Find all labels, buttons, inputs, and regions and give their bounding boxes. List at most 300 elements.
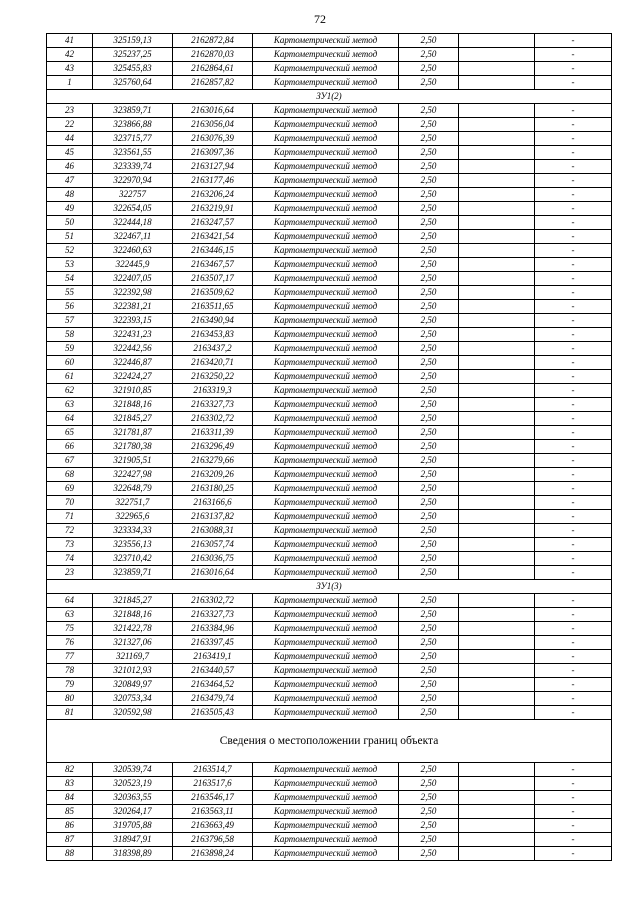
table-row (47, 650, 612, 664)
section-row (47, 580, 612, 594)
accuracy-cell: 2,50 (399, 819, 459, 833)
extra-cell (459, 202, 535, 216)
accuracy-cell: 2,50 (399, 118, 459, 132)
x-coordinate-cell: 320592,98 (93, 706, 173, 720)
y-coordinate-cell: 2163420,71 (173, 356, 253, 370)
method-cell: Картометрический метод (253, 847, 399, 861)
table-row (47, 286, 612, 300)
point-number-cell: 62 (47, 384, 93, 398)
method-cell: Картометрический метод (253, 286, 399, 300)
y-coordinate-cell: 2163279,66 (173, 454, 253, 468)
x-coordinate-cell: 320539,74 (93, 763, 173, 777)
table-row (47, 244, 612, 258)
extra-cell (459, 286, 535, 300)
method-cell: Картометрический метод (253, 468, 399, 482)
method-cell: Картометрический метод (253, 819, 399, 833)
accuracy-cell: 2,50 (399, 48, 459, 62)
y-coordinate-cell: 2163509,62 (173, 286, 253, 300)
description-cell: - (535, 847, 612, 861)
accuracy-cell: 2,50 (399, 608, 459, 622)
point-number-cell: 83 (47, 777, 93, 791)
description-cell: - (535, 174, 612, 188)
table-row (47, 524, 612, 538)
point-number-cell: 64 (47, 594, 93, 608)
table-row (47, 356, 612, 370)
table-row (47, 833, 612, 847)
y-coordinate-cell: 2163663,49 (173, 819, 253, 833)
x-coordinate-cell: 320264,17 (93, 805, 173, 819)
x-coordinate-cell: 323710,42 (93, 552, 173, 566)
y-coordinate-cell: 2163219,91 (173, 202, 253, 216)
point-number-cell: 85 (47, 805, 93, 819)
description-cell: - (535, 496, 612, 510)
description-cell: - (535, 805, 612, 819)
y-coordinate-cell: 2163247,57 (173, 216, 253, 230)
extra-cell (459, 847, 535, 861)
table-row (47, 496, 612, 510)
point-number-cell: 41 (47, 34, 93, 48)
accuracy-cell: 2,50 (399, 216, 459, 230)
y-coordinate-cell: 2163437,2 (173, 342, 253, 356)
accuracy-cell: 2,50 (399, 664, 459, 678)
method-cell: Картометрический метод (253, 342, 399, 356)
accuracy-cell: 2,50 (399, 202, 459, 216)
extra-cell (459, 678, 535, 692)
y-coordinate-cell: 2163097,36 (173, 146, 253, 160)
table-row (47, 216, 612, 230)
method-cell: Картометрический метод (253, 370, 399, 384)
x-coordinate-cell: 321012,93 (93, 664, 173, 678)
description-cell: - (535, 230, 612, 244)
table-row (47, 34, 612, 48)
extra-cell (459, 244, 535, 258)
table-row (47, 342, 612, 356)
point-number-cell: 69 (47, 482, 93, 496)
description-cell: - (535, 833, 612, 847)
accuracy-cell: 2,50 (399, 104, 459, 118)
table-row (47, 706, 612, 720)
point-number-cell: 80 (47, 692, 93, 706)
method-cell: Картометрический метод (253, 188, 399, 202)
point-number-cell: 74 (47, 552, 93, 566)
accuracy-cell: 2,50 (399, 356, 459, 370)
point-number-cell: 58 (47, 328, 93, 342)
extra-cell (459, 552, 535, 566)
y-coordinate-cell: 2163517,6 (173, 777, 253, 791)
point-number-cell: 50 (47, 216, 93, 230)
x-coordinate-cell: 321845,27 (93, 412, 173, 426)
description-cell: - (535, 286, 612, 300)
y-coordinate-cell: 2163296,49 (173, 440, 253, 454)
accuracy-cell: 2,50 (399, 188, 459, 202)
method-cell: Картометрический метод (253, 552, 399, 566)
table-row (47, 440, 612, 454)
page-number: 72 (314, 12, 326, 26)
table-row (47, 622, 612, 636)
y-coordinate-cell: 2163209,26 (173, 468, 253, 482)
method-cell: Картометрический метод (253, 777, 399, 791)
accuracy-cell: 2,50 (399, 300, 459, 314)
y-coordinate-cell: 2163206,24 (173, 188, 253, 202)
extra-cell (459, 426, 535, 440)
table-row (47, 777, 612, 791)
extra-cell (459, 524, 535, 538)
method-cell: Картометрический метод (253, 636, 399, 650)
x-coordinate-cell: 320523,19 (93, 777, 173, 791)
method-cell: Картометрический метод (253, 160, 399, 174)
point-number-cell: 70 (47, 496, 93, 510)
extra-cell (459, 791, 535, 805)
point-number-cell: 60 (47, 356, 93, 370)
point-number-cell: 53 (47, 258, 93, 272)
description-cell: - (535, 454, 612, 468)
table-row (47, 412, 612, 426)
table-row (47, 62, 612, 76)
point-number-cell: 23 (47, 566, 93, 580)
description-cell: - (535, 188, 612, 202)
y-coordinate-cell: 2162872,84 (173, 34, 253, 48)
table-row (47, 552, 612, 566)
x-coordinate-cell: 320363,55 (93, 791, 173, 805)
x-coordinate-cell: 325237,25 (93, 48, 173, 62)
description-cell: - (535, 468, 612, 482)
extra-cell (459, 272, 535, 286)
extra-cell (459, 412, 535, 426)
description-cell: - (535, 146, 612, 160)
method-cell: Картометрический метод (253, 146, 399, 160)
y-coordinate-cell: 2162864,61 (173, 62, 253, 76)
x-coordinate-cell: 323339,74 (93, 160, 173, 174)
x-coordinate-cell: 322467,11 (93, 230, 173, 244)
table-row (47, 300, 612, 314)
description-cell: - (535, 706, 612, 720)
coordinates-table (46, 33, 612, 861)
description-cell: - (535, 552, 612, 566)
point-number-cell: 65 (47, 426, 93, 440)
extra-cell (459, 48, 535, 62)
extra-cell (459, 650, 535, 664)
y-coordinate-cell: 2163302,72 (173, 594, 253, 608)
description-cell: - (535, 160, 612, 174)
method-cell: Картометрический метод (253, 510, 399, 524)
accuracy-cell: 2,50 (399, 847, 459, 861)
y-coordinate-cell: 2163180,25 (173, 482, 253, 496)
description-cell: - (535, 202, 612, 216)
extra-cell (459, 132, 535, 146)
y-coordinate-cell: 2163446,15 (173, 244, 253, 258)
table-row (47, 594, 612, 608)
table-row (47, 664, 612, 678)
point-number-cell: 52 (47, 244, 93, 258)
method-cell: Картометрический метод (253, 356, 399, 370)
accuracy-cell: 2,50 (399, 398, 459, 412)
point-number-cell: 54 (47, 272, 93, 286)
method-cell: Картометрический метод (253, 482, 399, 496)
x-coordinate-cell: 322393,15 (93, 314, 173, 328)
point-number-cell: 1 (47, 76, 93, 90)
extra-cell (459, 496, 535, 510)
point-number-cell: 81 (47, 706, 93, 720)
y-coordinate-cell: 2163016,64 (173, 104, 253, 118)
x-coordinate-cell: 322381,21 (93, 300, 173, 314)
y-coordinate-cell: 2163514,7 (173, 763, 253, 777)
extra-cell (459, 622, 535, 636)
method-cell: Картометрический метод (253, 566, 399, 580)
x-coordinate-cell: 325760,64 (93, 76, 173, 90)
point-number-cell: 63 (47, 608, 93, 622)
x-coordinate-cell: 321845,27 (93, 594, 173, 608)
description-cell: - (535, 791, 612, 805)
heading-row (47, 720, 612, 763)
method-cell: Картометрический метод (253, 454, 399, 468)
accuracy-cell: 2,50 (399, 524, 459, 538)
extra-cell (459, 594, 535, 608)
table-row (47, 272, 612, 286)
y-coordinate-cell: 2163507,17 (173, 272, 253, 286)
accuracy-cell: 2,50 (399, 258, 459, 272)
description-cell: - (535, 566, 612, 580)
accuracy-cell: 2,50 (399, 692, 459, 706)
table-row (47, 160, 612, 174)
point-number-cell: 49 (47, 202, 93, 216)
x-coordinate-cell: 323556,13 (93, 538, 173, 552)
accuracy-cell: 2,50 (399, 566, 459, 580)
x-coordinate-cell: 323859,71 (93, 566, 173, 580)
point-number-cell: 46 (47, 160, 93, 174)
table-row (47, 566, 612, 580)
method-cell: Картометрический метод (253, 496, 399, 510)
extra-cell (459, 706, 535, 720)
description-cell: - (535, 763, 612, 777)
table-row (47, 608, 612, 622)
extra-cell (459, 174, 535, 188)
extra-cell (459, 314, 535, 328)
accuracy-cell: 2,50 (399, 412, 459, 426)
method-cell: Картометрический метод (253, 272, 399, 286)
x-coordinate-cell: 325159,13 (93, 34, 173, 48)
x-coordinate-cell: 321848,16 (93, 398, 173, 412)
y-coordinate-cell: 2163016,64 (173, 566, 253, 580)
description-cell: - (535, 538, 612, 552)
point-number-cell: 51 (47, 230, 93, 244)
point-number-cell: 47 (47, 174, 93, 188)
description-cell: - (535, 244, 612, 258)
x-coordinate-cell: 319705,88 (93, 819, 173, 833)
extra-cell (459, 763, 535, 777)
x-coordinate-cell: 322431,23 (93, 328, 173, 342)
description-cell: - (535, 48, 612, 62)
extra-cell (459, 104, 535, 118)
table-row (47, 48, 612, 62)
y-coordinate-cell: 2163137,82 (173, 510, 253, 524)
extra-cell (459, 692, 535, 706)
point-number-cell: 42 (47, 48, 93, 62)
description-cell: - (535, 76, 612, 90)
section-row (47, 90, 612, 104)
extra-cell (459, 34, 535, 48)
description-cell: - (535, 384, 612, 398)
point-number-cell: 72 (47, 524, 93, 538)
description-cell: - (535, 482, 612, 496)
point-number-cell: 71 (47, 510, 93, 524)
table-row (47, 426, 612, 440)
x-coordinate-cell: 318398,89 (93, 847, 173, 861)
accuracy-cell: 2,50 (399, 805, 459, 819)
x-coordinate-cell: 322970,94 (93, 174, 173, 188)
method-cell: Картометрический метод (253, 62, 399, 76)
description-cell: - (535, 314, 612, 328)
description-cell: - (535, 342, 612, 356)
y-coordinate-cell: 2163479,74 (173, 692, 253, 706)
table-row (47, 328, 612, 342)
point-number-cell: 43 (47, 62, 93, 76)
x-coordinate-cell: 321780,38 (93, 440, 173, 454)
point-number-cell: 55 (47, 286, 93, 300)
description-cell: - (535, 650, 612, 664)
y-coordinate-cell: 2163088,31 (173, 524, 253, 538)
accuracy-cell: 2,50 (399, 678, 459, 692)
x-coordinate-cell: 322446,87 (93, 356, 173, 370)
accuracy-cell: 2,50 (399, 132, 459, 146)
x-coordinate-cell: 322965,6 (93, 510, 173, 524)
table-row (47, 819, 612, 833)
accuracy-cell: 2,50 (399, 510, 459, 524)
method-cell: Картометрический метод (253, 664, 399, 678)
extra-cell (459, 356, 535, 370)
extra-cell (459, 805, 535, 819)
accuracy-cell: 2,50 (399, 706, 459, 720)
extra-cell (459, 188, 535, 202)
description-cell: - (535, 664, 612, 678)
x-coordinate-cell: 322445,9 (93, 258, 173, 272)
method-cell: Картометрический метод (253, 763, 399, 777)
x-coordinate-cell: 323859,71 (93, 104, 173, 118)
table-row (47, 188, 612, 202)
table-row (47, 678, 612, 692)
point-number-cell: 56 (47, 300, 93, 314)
y-coordinate-cell: 2163127,94 (173, 160, 253, 174)
accuracy-cell: 2,50 (399, 791, 459, 805)
description-cell: - (535, 636, 612, 650)
point-number-cell: 79 (47, 678, 93, 692)
table-row (47, 104, 612, 118)
y-coordinate-cell: 2163319,3 (173, 384, 253, 398)
point-number-cell: 86 (47, 819, 93, 833)
accuracy-cell: 2,50 (399, 636, 459, 650)
description-cell: - (535, 62, 612, 76)
method-cell: Картометрический метод (253, 440, 399, 454)
description-cell: - (535, 819, 612, 833)
extra-cell (459, 636, 535, 650)
x-coordinate-cell: 322460,63 (93, 244, 173, 258)
point-number-cell: 48 (47, 188, 93, 202)
table-row (47, 791, 612, 805)
extra-cell (459, 384, 535, 398)
accuracy-cell: 2,50 (399, 370, 459, 384)
x-coordinate-cell: 321327,06 (93, 636, 173, 650)
extra-cell (459, 328, 535, 342)
method-cell: Картометрический метод (253, 594, 399, 608)
accuracy-cell: 2,50 (399, 426, 459, 440)
extra-cell (459, 833, 535, 847)
section-heading: Сведения о местоположении границ объекта (47, 720, 612, 763)
x-coordinate-cell: 322442,56 (93, 342, 173, 356)
method-cell: Картометрический метод (253, 34, 399, 48)
extra-cell (459, 342, 535, 356)
x-coordinate-cell: 318947,91 (93, 833, 173, 847)
method-cell: Картометрический метод (253, 426, 399, 440)
method-cell: Картометрический метод (253, 132, 399, 146)
method-cell: Картометрический метод (253, 833, 399, 847)
x-coordinate-cell: 323334,33 (93, 524, 173, 538)
table-row (47, 258, 612, 272)
section-title: ЗУ1(2) (47, 90, 612, 104)
extra-cell (459, 300, 535, 314)
accuracy-cell: 2,50 (399, 496, 459, 510)
accuracy-cell: 2,50 (399, 146, 459, 160)
y-coordinate-cell: 2163311,39 (173, 426, 253, 440)
description-cell: - (535, 692, 612, 706)
table-row (47, 202, 612, 216)
section-title: ЗУ1(3) (47, 580, 612, 594)
y-coordinate-cell: 2163250,22 (173, 370, 253, 384)
description-cell: - (535, 608, 612, 622)
accuracy-cell: 2,50 (399, 622, 459, 636)
extra-cell (459, 777, 535, 791)
accuracy-cell: 2,50 (399, 314, 459, 328)
x-coordinate-cell: 322424,27 (93, 370, 173, 384)
y-coordinate-cell: 2163056,04 (173, 118, 253, 132)
y-coordinate-cell: 2163057,74 (173, 538, 253, 552)
description-cell: - (535, 370, 612, 384)
y-coordinate-cell: 2163166,6 (173, 496, 253, 510)
accuracy-cell: 2,50 (399, 440, 459, 454)
accuracy-cell: 2,50 (399, 76, 459, 90)
method-cell: Картометрический метод (253, 300, 399, 314)
extra-cell (459, 258, 535, 272)
x-coordinate-cell: 321422,78 (93, 622, 173, 636)
y-coordinate-cell: 2163302,72 (173, 412, 253, 426)
accuracy-cell: 2,50 (399, 384, 459, 398)
x-coordinate-cell: 320849,97 (93, 678, 173, 692)
method-cell: Картометрический метод (253, 538, 399, 552)
description-cell: - (535, 132, 612, 146)
table-row (47, 692, 612, 706)
point-number-cell: 57 (47, 314, 93, 328)
table-row (47, 636, 612, 650)
table-row (47, 454, 612, 468)
y-coordinate-cell: 2163464,52 (173, 678, 253, 692)
extra-cell (459, 566, 535, 580)
method-cell: Картометрический метод (253, 650, 399, 664)
accuracy-cell: 2,50 (399, 160, 459, 174)
y-coordinate-cell: 2163440,57 (173, 664, 253, 678)
description-cell: - (535, 777, 612, 791)
accuracy-cell: 2,50 (399, 328, 459, 342)
point-number-cell: 87 (47, 833, 93, 847)
y-coordinate-cell: 2163796,58 (173, 833, 253, 847)
table-row (47, 76, 612, 90)
table-row (47, 230, 612, 244)
table-row (47, 146, 612, 160)
extra-cell (459, 62, 535, 76)
y-coordinate-cell: 2163453,83 (173, 328, 253, 342)
table-row (47, 847, 612, 861)
accuracy-cell: 2,50 (399, 594, 459, 608)
method-cell: Картометрический метод (253, 384, 399, 398)
table-row (47, 468, 612, 482)
extra-cell (459, 538, 535, 552)
